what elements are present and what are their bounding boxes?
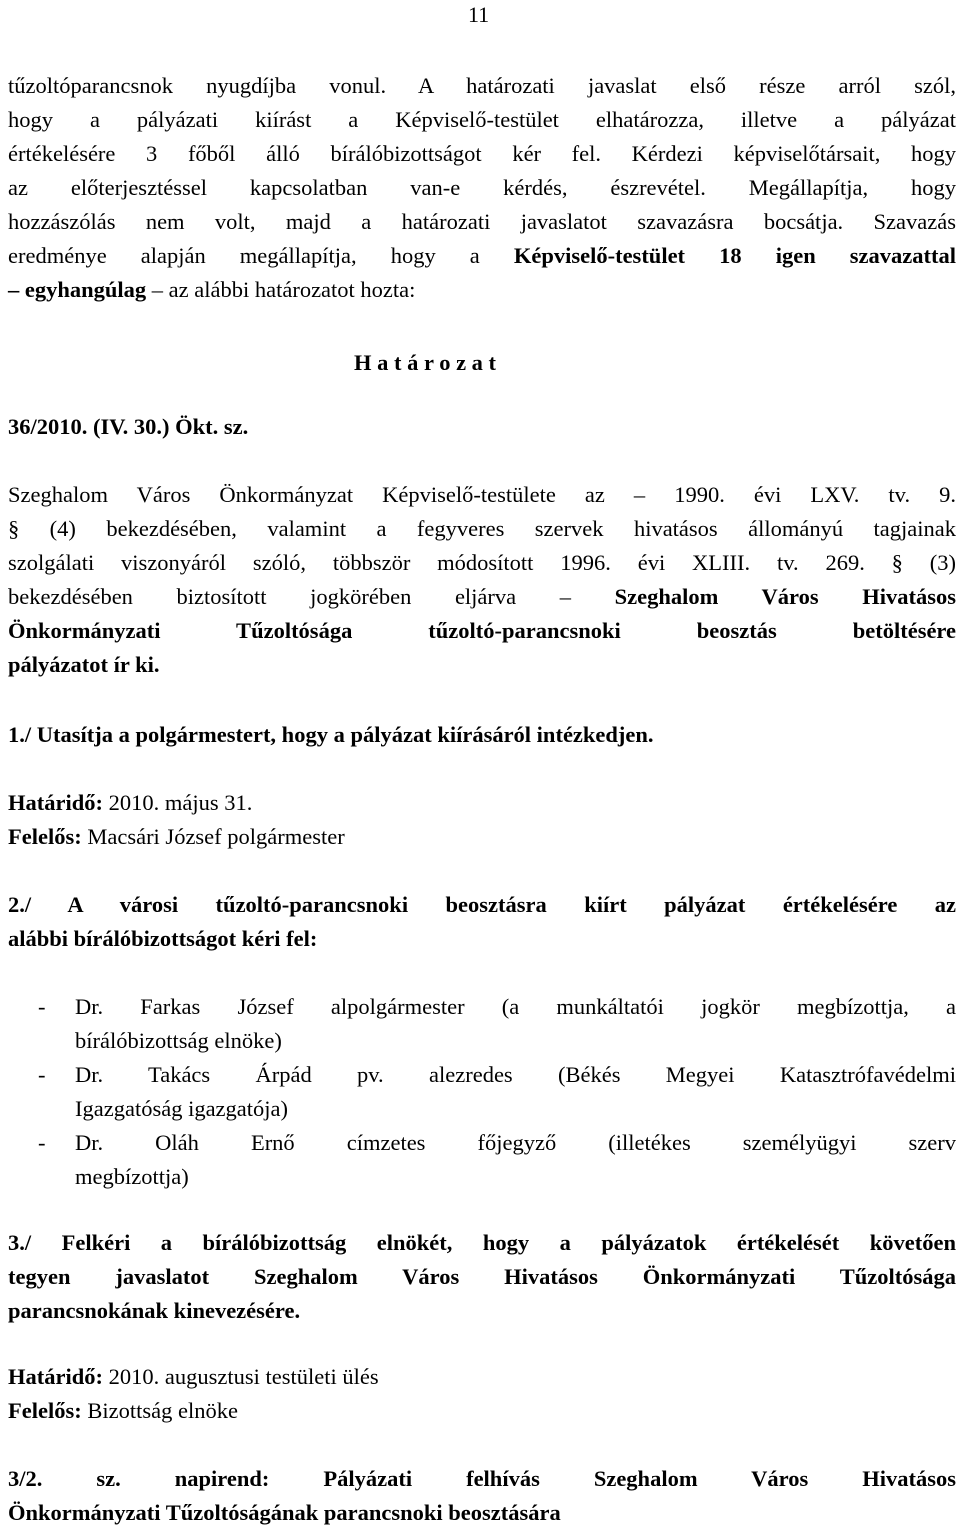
point-3-line: parancsnokának kinevezésére. (8, 1298, 301, 1323)
member-line: Dr. Takács Árpád pv. alezredes (Békés Megyei Katasztrófavédelmi (75, 1062, 956, 1087)
intro-line (8, 239, 956, 273)
responsible-label: Felelős: (8, 1398, 82, 1423)
page-number: 11 (468, 2, 490, 27)
point-2-line: alábbi bírálóbizottságot kéri fel: (8, 926, 318, 951)
point-1-responsible (8, 820, 956, 854)
list-item (8, 990, 956, 1058)
intro-text: – az alábbi határozatot hozta: (146, 277, 416, 302)
body-line: pályázatot ír ki. (8, 652, 160, 677)
intro-line (8, 273, 956, 307)
list-item (8, 1058, 956, 1126)
deadline-label: Határidő: (8, 1364, 103, 1389)
agenda-item (8, 1462, 956, 1530)
body-text: bekezdésében biztosított jogkörében eljárva – (8, 584, 615, 609)
resolution-number: 36/2010. (IV. 30.) Ökt. sz. (8, 414, 249, 439)
intro-line: hozzászólás nem volt, majd a határozati javaslatot szavazásra bocsátja. Szavazás (8, 209, 956, 234)
point-1: 1./ Utasítja a polgármestert, hogy a pályázat kiírásáról intézkedjen. (8, 722, 654, 747)
agenda-line: Önkormányzati Tűzoltóságának parancsnoki beosztására (8, 1500, 561, 1525)
point-2-line: 2./ A városi tűzoltó-parancsnoki beosztásra kiírt pályázat értékelésére az (8, 892, 956, 917)
list-item (8, 1126, 956, 1194)
intro-line: értékelésére 3 főből álló bírálóbizottságot kér fel. Kérdezi képviselőtársait, hogy (8, 141, 956, 166)
body-line: § (4) bekezdésében, valamint a fegyveres szervek hivatásos állományú tagjainak (8, 516, 956, 541)
intro-line: hogy a pályázati kiírást a Képviselő-testület elhatározza, illetve a pályázat (8, 107, 956, 132)
point-3-responsible (8, 1394, 956, 1428)
body-line: szolgálati viszonyáról szóló, többször módosított 1996. évi XLIII. tv. 269. § (3) (8, 550, 956, 575)
point-3-deadline (8, 1360, 956, 1394)
intro-line: az előterjesztéssel kapcsolatban van-e kérdés, észrevétel. Megállapítja, hogy (8, 175, 956, 200)
intro-paragraph (8, 69, 956, 307)
member-line: Igazgatóság igazgatója) (75, 1096, 289, 1121)
point-3-line: 3./ Felkéri a bírálóbizottság elnökét, hogy a pályázatok értékelését követően (8, 1230, 956, 1255)
point-1-deadline (8, 786, 956, 820)
member-line: bírálóbizottság elnöke) (75, 1028, 282, 1053)
member-line: Dr. Farkas József alpolgármester (a munkáltatói jogkör megbízottja, a (75, 994, 956, 1019)
list-dash: - (38, 994, 46, 1019)
body-line: Önkormányzati Tűzoltósága tűzoltó-parancsnoki beosztás betöltésére (8, 618, 956, 643)
deadline-value: 2010. május 31. (103, 790, 253, 815)
responsible-value: Bizottság elnöke (81, 1398, 238, 1423)
list-dash: - (38, 1130, 46, 1155)
unanimous-label: – egyhangúlag (8, 277, 147, 302)
resolution-heading: H a t á r o z a t (354, 350, 497, 375)
intro-line: tűzoltóparancsnok nyugdíjba vonul. A határozati javaslat első része arról szól, (8, 73, 956, 98)
point-3-line: tegyen javaslatot Szeghalom Város Hivatásos Önkormányzati Tűzoltósága (8, 1264, 956, 1289)
list-dash: - (38, 1062, 46, 1087)
deadline-value: 2010. augusztusi testületi ülés (103, 1364, 379, 1389)
body-line: Szeghalom Város Önkormányzat Képviselő-testülete az – 1990. évi LXV. tv. 9. (8, 482, 956, 507)
deadline-label: Határidő: (8, 790, 103, 815)
responsible-value: Macsári József polgármester (81, 824, 345, 849)
responsible-label: Felelős: (8, 824, 82, 849)
point-2 (8, 888, 956, 956)
member-line: megbízottja) (75, 1164, 189, 1189)
body-line (8, 580, 956, 614)
member-line: Dr. Oláh Ernő címzetes főjegyző (illetékes személyügyi szerv (75, 1130, 956, 1155)
vote-result: Képviselő-testület 18 igen szavazattal (513, 243, 956, 268)
intro-text: eredménye alapján megállapítja, hogy a (8, 243, 514, 268)
agenda-line: 3/2. sz. napirend: Pályázati felhívás Szeghalom Város Hivatásos (8, 1466, 956, 1491)
body-bold: Szeghalom Város Hivatásos (614, 584, 956, 609)
resolution-body (8, 478, 956, 682)
point-3 (8, 1226, 956, 1328)
